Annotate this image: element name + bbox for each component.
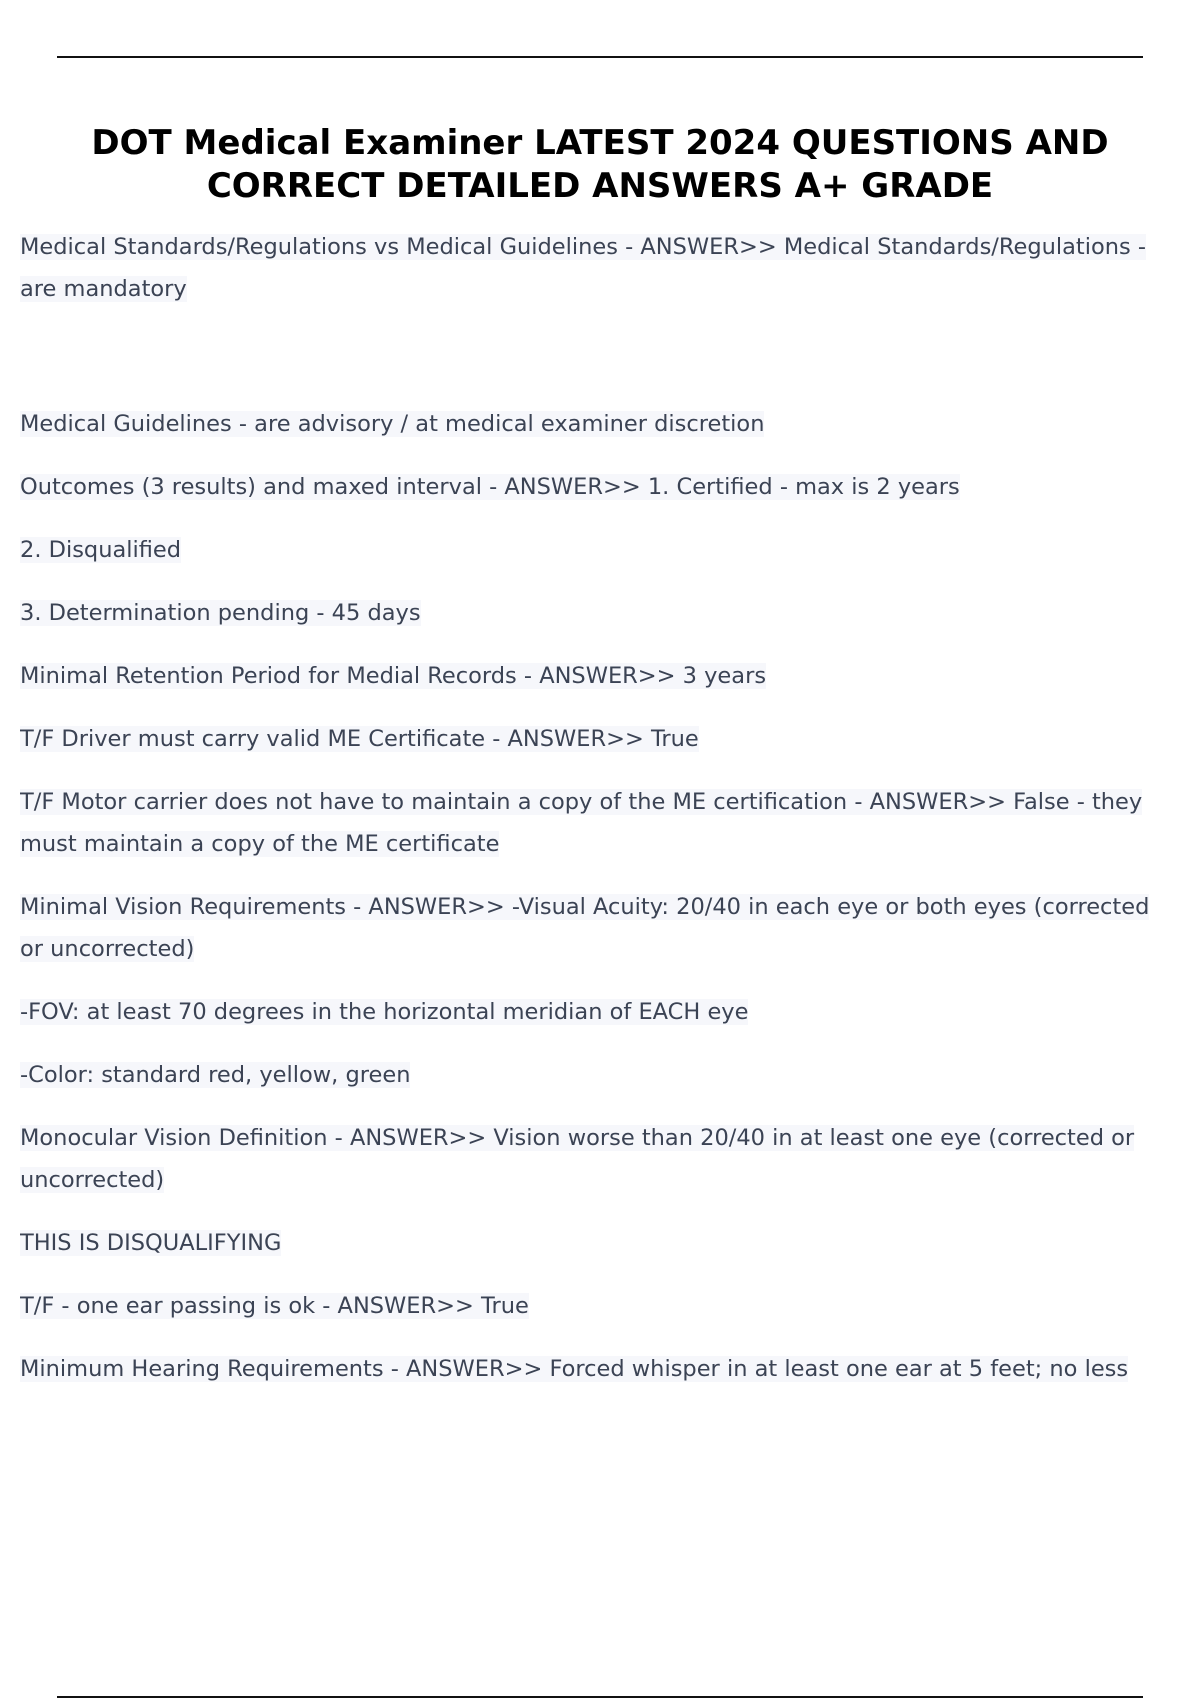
paragraph-motor-carrier: T/F Motor carrier does not have to maintain a copy of the ME certification - ANSWER>> False - they must maintain a copy of the ME certificate: [20, 789, 1143, 857]
paragraph-fov: -FOV: at least 70 degrees in the horizontal meridian of EACH eye: [20, 999, 749, 1025]
paragraph-driver-certificate: T/F Driver must carry valid ME Certificate - ANSWER>> True: [20, 726, 699, 752]
paragraph-standards-vs-guidelines: Medical Standards/Regulations vs Medical Guidelines - ANSWER>> Medical Standards/Regulations - are mandatory: [20, 234, 1147, 302]
title-line-2: CORRECT DETAILED ANSWERS A+ GRADE: [206, 166, 994, 206]
paragraph-determination-pending: 3. Determination pending - 45 days: [20, 600, 421, 626]
paragraph-guidelines: Medical Guidelines - are advisory / at medical examiner discretion: [20, 411, 765, 437]
document-title: [0, 122, 1200, 208]
title-line-1: DOT Medical Examiner LATEST 2024 QUESTIONS AND: [91, 123, 1109, 163]
paragraph-hearing-requirements: Minimum Hearing Requirements - ANSWER>> Forced whisper in at least one ear at 5 feet; no less: [20, 1356, 1129, 1382]
paragraph-vision-requirements: Minimal Vision Requirements - ANSWER>> -Visual Acuity: 20/40 in each eye or both eyes (corrected or uncorrected): [20, 894, 1150, 962]
paragraph-color: -Color: standard red, yellow, green: [20, 1062, 411, 1088]
bottom-divider: [57, 1696, 1143, 1698]
paragraph-retention-period: Minimal Retention Period for Medial Records - ANSWER>> 3 years: [20, 663, 767, 689]
paragraph-disqualifying: THIS IS DISQUALIFYING: [20, 1230, 282, 1256]
top-divider: [57, 56, 1143, 58]
paragraph-one-ear: T/F - one ear passing is ok - ANSWER>> True: [20, 1293, 529, 1319]
paragraph-outcomes: Outcomes (3 results) and maxed interval - ANSWER>> 1. Certified - max is 2 years: [20, 474, 960, 500]
document-body: [20, 226, 1200, 1411]
paragraph-disqualified: 2. Disqualified: [20, 537, 182, 563]
paragraph-monocular-vision: Monocular Vision Definition - ANSWER>> Vision worse than 20/40 in at least one eye (corrected or uncorrected): [20, 1125, 1135, 1193]
